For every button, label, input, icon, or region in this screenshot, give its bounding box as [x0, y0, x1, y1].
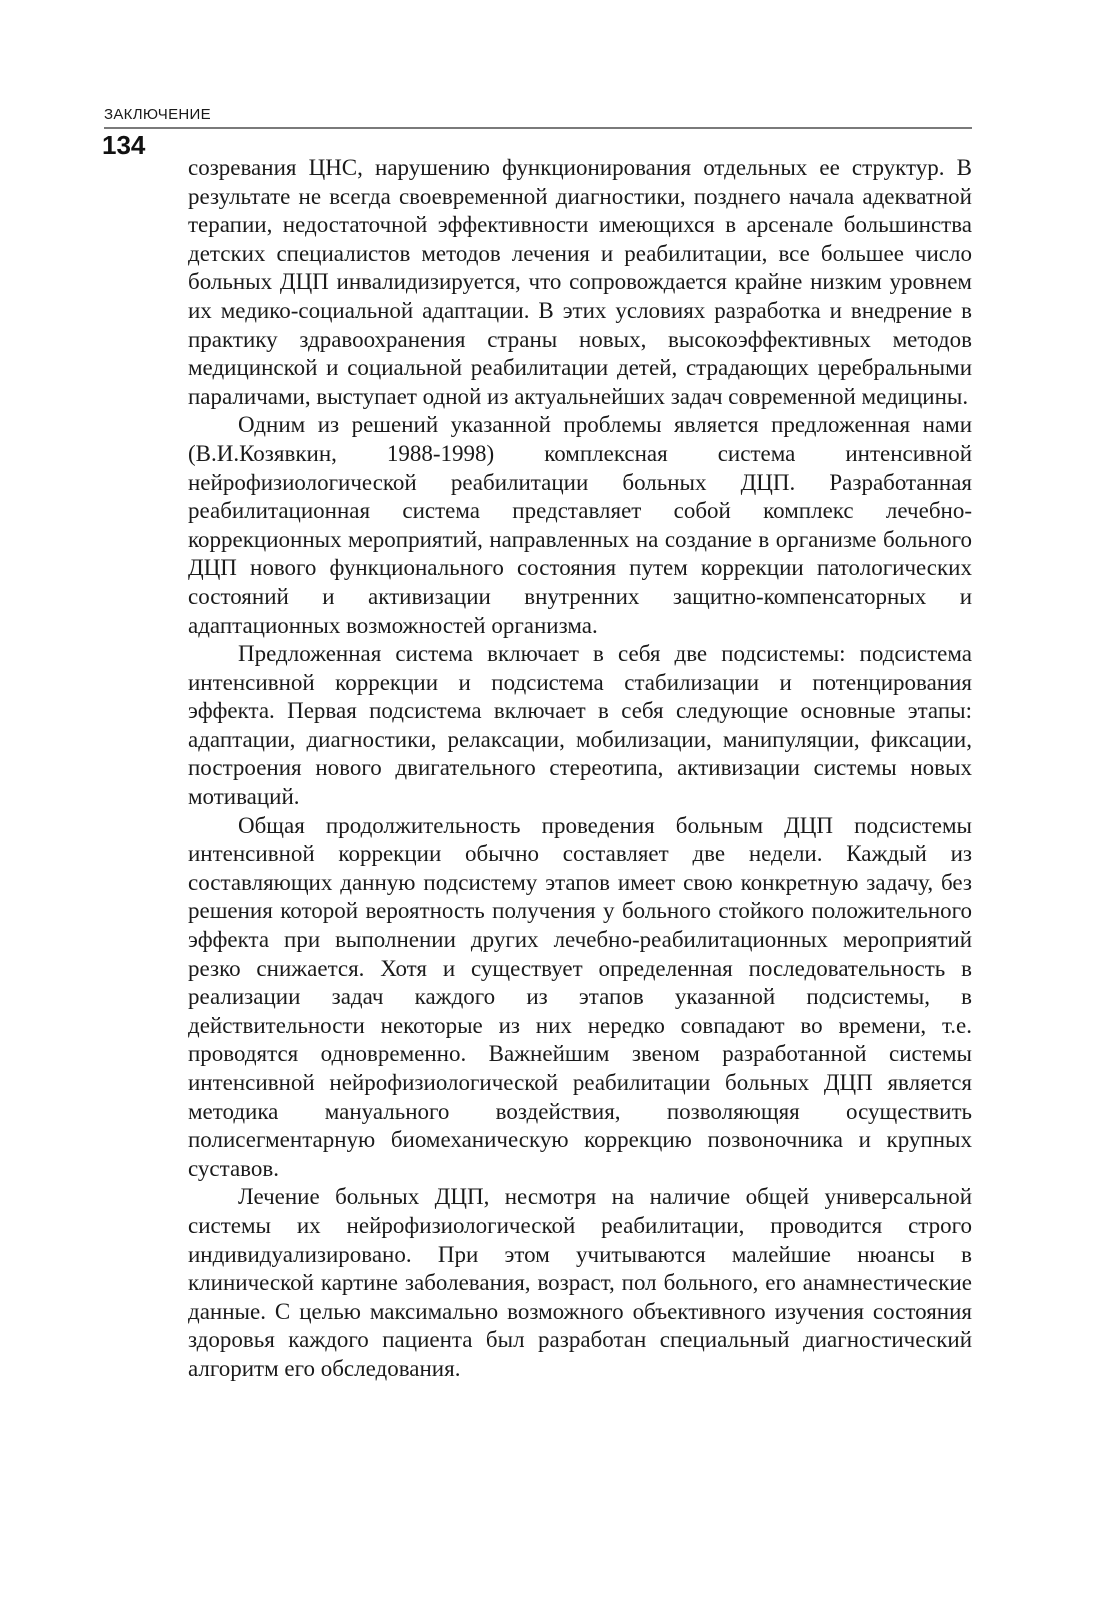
body-text — [188, 154, 972, 1384]
paragraph-continued: созревания ЦНС, нарушению функционирования отдельных ее структур. В результате не всегда своевременной диагностики, позднего начала адекватной терапии, недостаточной эффективности имеющихся в арсенале большинства детских специалистов методов лечения и реабилитации, все большее число больных ДЦП инвалидизируется, что сопровождается крайне низким уровнем их медико-социальной адаптации. В этих условиях разработка и внедрение в практику здравоохранения страны новых, высокоэффективных методов медицинской и социальной реабилитации детей, страдающих церебральными параличами, выступает одной из актуальнейших задач современной медицины. — [188, 155, 972, 409]
header-rule — [104, 127, 972, 129]
paragraph: Лечение больных ДЦП, несмотря на наличие общей универсальной системы их нейрофизиологической реабилитации, проводится строго индивидуализировано. При этом учитываются малейшие нюансы в клинической картине заболевания, возраст, пол больного, его анамнестические данные. С целью максимально возможного объективного изучения состояния здоровья каждого пациента был разработан специальный диагностический алгоритм его обследования. — [188, 1184, 972, 1381]
paragraph: Одним из решений указанной проблемы является предложенная нами (В.И.Козявкин, 1988-1998) комплексная система интенсивной нейрофизиологической реабилитации больных ДЦП. Разработанная реабилитационная система представляет собой комплекс лечебно-коррекционных мероприятий, направленных на создание в организме больного ДЦП нового функционального состояния путем коррекции патологических состояний и активизации внутренних защитно-компенсаторных и адаптационных возможностей организма. — [188, 412, 972, 638]
paragraph: Общая продолжительность проведения больным ДЦП подсистемы интенсивной коррекции обычно составляет две недели. Каждый из составляющих данную подсистему этапов имеет свою конкретную задачу, без решения которой вероятность получения у больного стойкого положительного эффекта при выполнении других лечебно-реабилитационных мероприятий резко снижается. Хотя и существует определенная последовательность в реализации задач каждого из этапов указанной подсистемы, в действительности некоторые из них нередко совпадают во времени, т.е. проводятся одновременно. Важнейшим звеном разработанной системы интенсивной нейрофизиологической реабилитации больных ДЦП является методика мануального воздействия, позволяющяя осуществить полисегментарную биомеханическую коррекцию позвоночника и крупных суставов. — [188, 812, 972, 1181]
page-number: 134 — [102, 130, 146, 160]
running-head: ЗАКЛЮЧЕНИЕ — [104, 106, 211, 123]
paragraph: Предложенная система включает в себя две подсистемы: подсистема интенсивной коррекции и подсистема стабилизации и потенцирования эффекта. Первая подсистема включает в себя следующие основные этапы: адаптации, диагностики, релаксации, мобилизации, манипуляции, фиксации, построения нового двигательного стереотипа, активизации системы новых мотиваций. — [188, 641, 972, 810]
